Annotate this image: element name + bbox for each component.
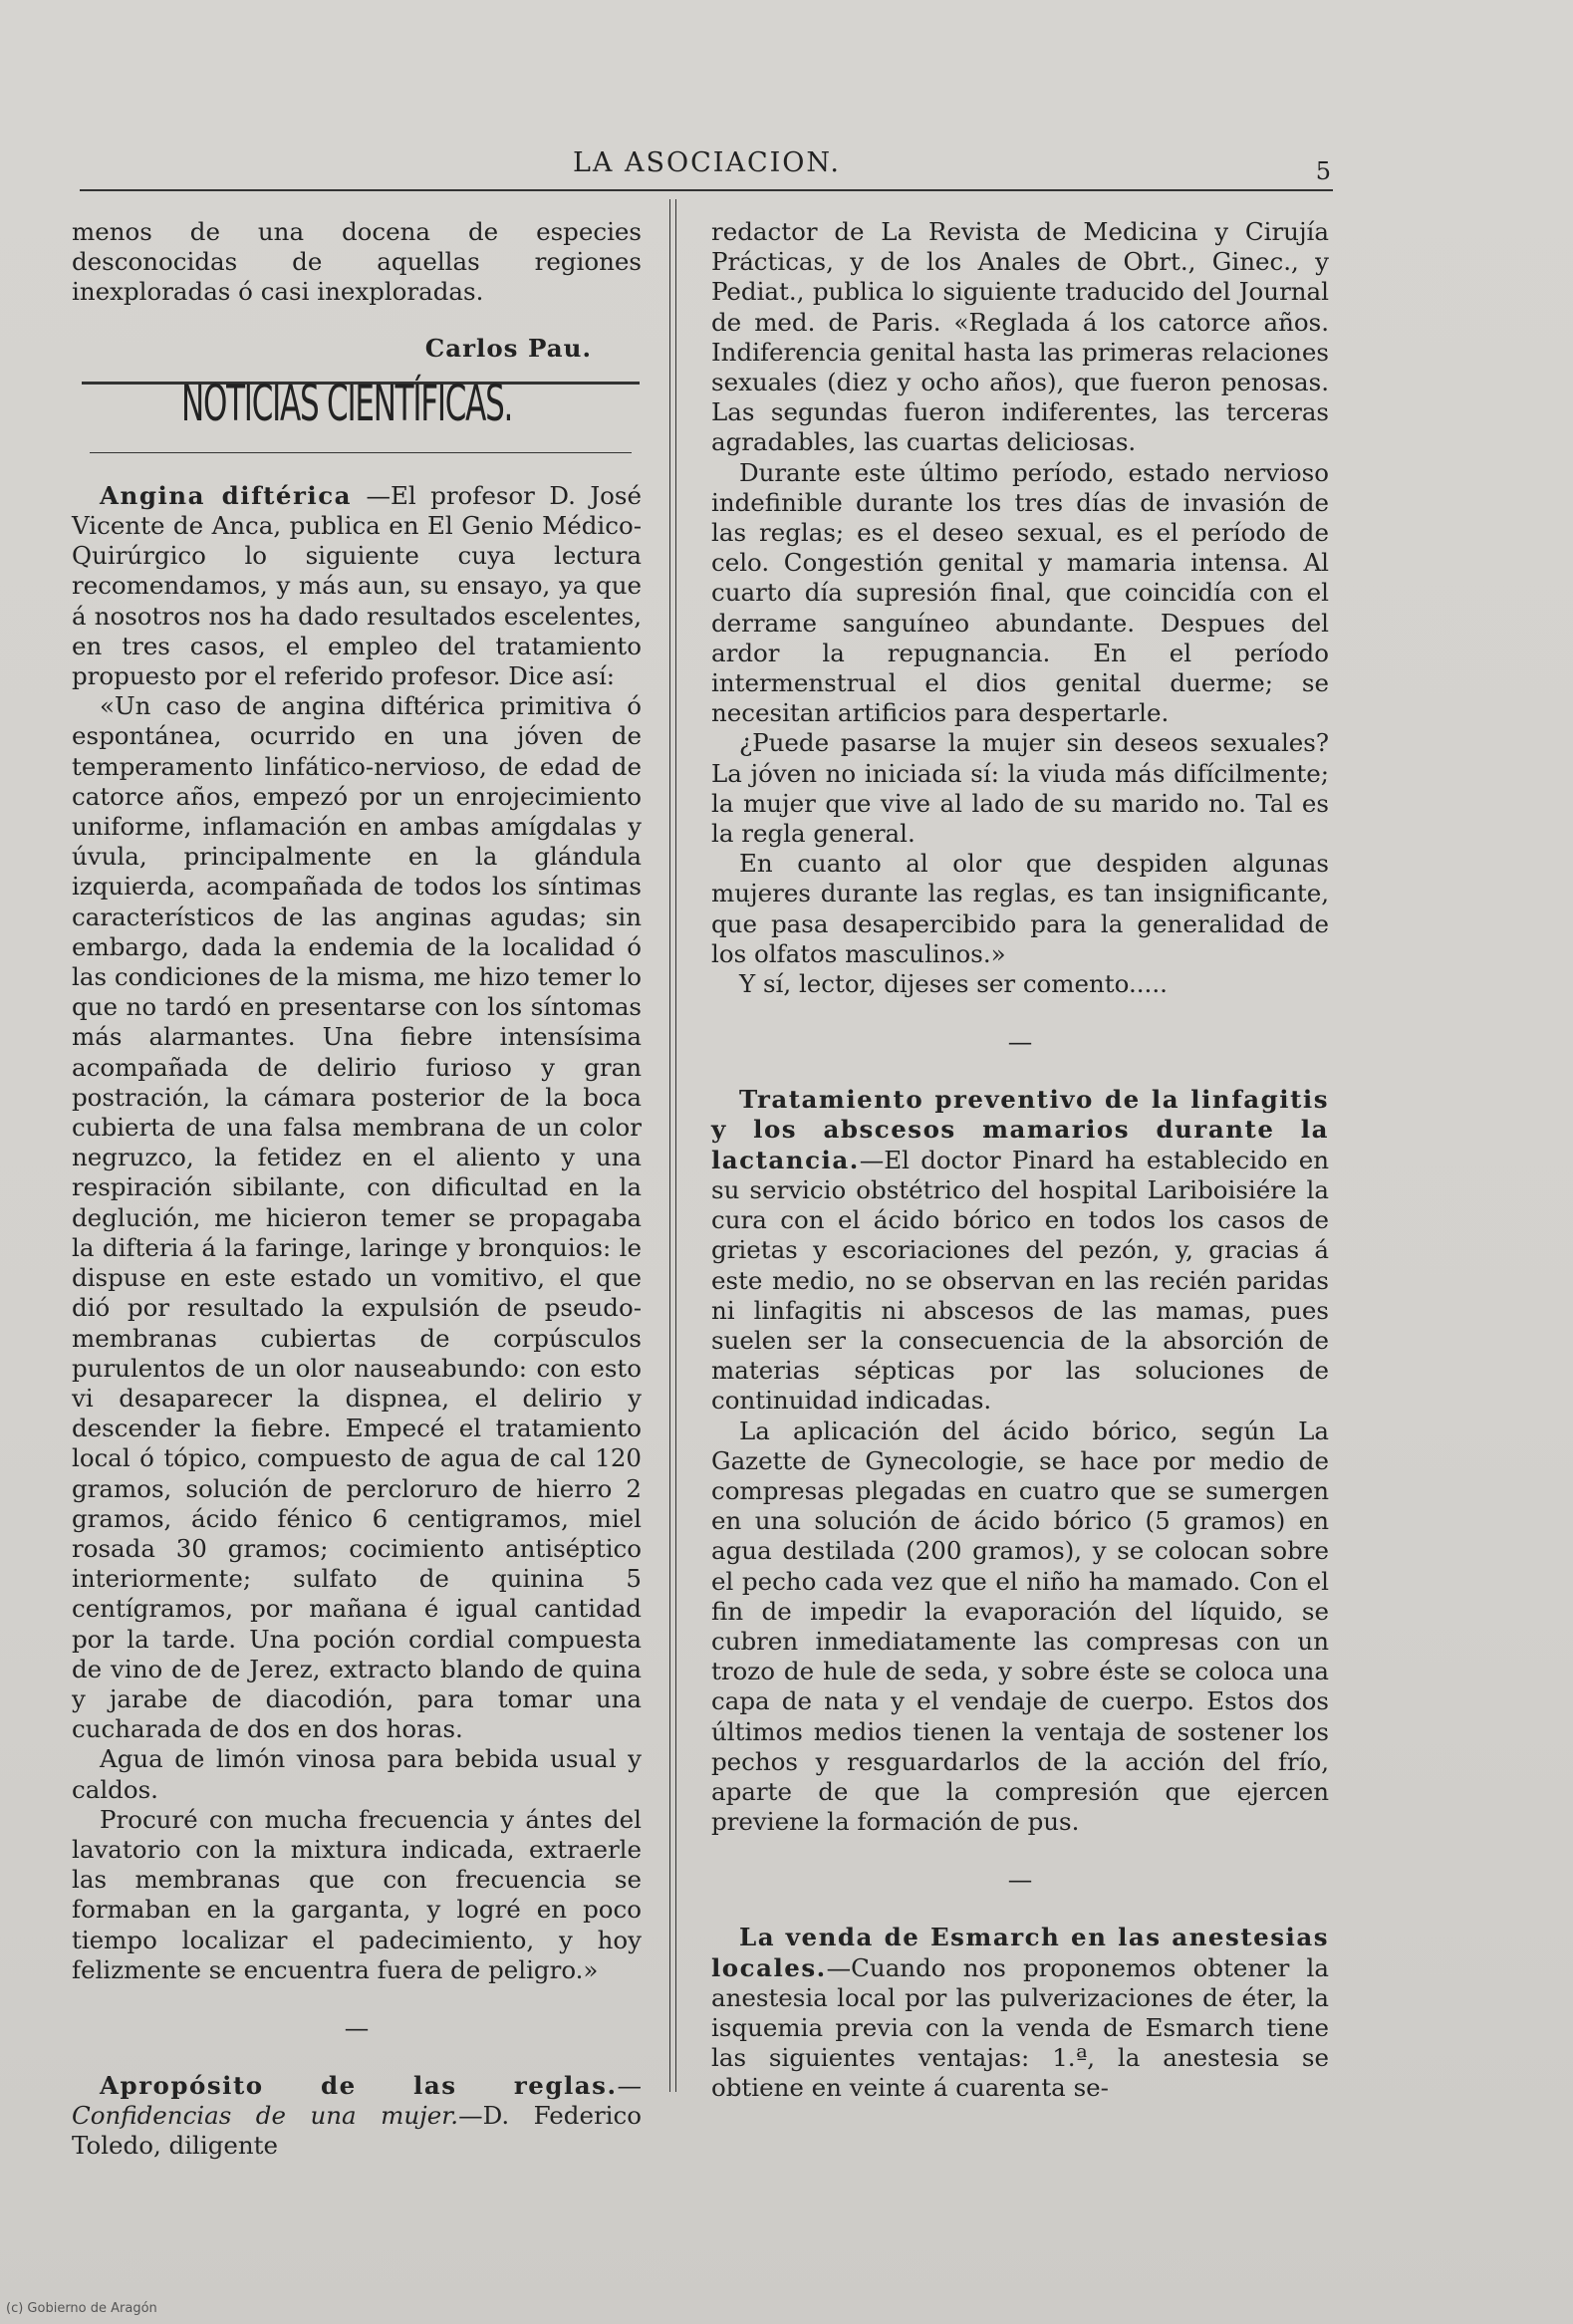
column-divider	[669, 199, 676, 2092]
angina-heading: Angina diftérica	[100, 480, 353, 510]
article-separator: —	[344, 2012, 370, 2042]
section-rule-bottom	[90, 452, 632, 453]
linfagitis-article	[711, 1085, 1329, 1416]
publication-title: LA ASOCIACION.	[573, 147, 841, 178]
continued-paragraph: menos de una docena de especies desconocidas de aquellas regiones inexploradas ó casi inexploradas.	[72, 217, 642, 307]
copyright-notice: (c) Gobierno de Aragón	[6, 2301, 157, 2316]
angina-quote-3: Procuré con mucha frecuencia y ántes del lavatorio con la mixtura indicada, extraerle las membranas que con frecuencia se formaban en la garganta, y logré en poco tiempo localizar el padecimiento, y hoy felizmente se encuentra fuera de peligro.»	[72, 1804, 642, 1984]
page-number: 5	[1315, 157, 1333, 185]
angina-article	[72, 481, 642, 691]
esmarch-text: —Cuando nos proponemos obtener la anestesia local por las pulverizaciones de éter, la isquemia previa con la venda de Esmarch tiene las siguientes ventajas: 1.ª, la anestesia se obtiene en veinte á cuarenta se-	[711, 1952, 1329, 2103]
angina-quote-1: «Un caso de angina diftérica primitiva ó espontánea, ocurrido en una jóven de temperamento linfático-nervioso, de edad de catorce años, empezó por un enrojecimiento uniforme, inflamación en ambas amígdalas y úvula, principalmente en la glándula izquierda, acompañada de todos los síntimas característicos de las anginas agudas; sin embargo, dada la endemia de la localidad ó las condiciones de la misma, me hizo temer lo que no tardó en presentarse con los síntomas más alarmantes. Una fiebre intensísima acompañada de delirio furioso y gran postración, la cámara posterior de la boca cubierta de una falsa membrana de un color negruzco, la fetidez en el aliento y una respiración sibilante, con dificultad en la deglución, me hicieron temer se propagaba la difteria á la faringe, laringe y bronquios: le dispuse en este estado un vomitivo, el que dió por resultado la expulsión de pseudo-membranas cubiertas de corpúsculos purulentos de un olor nauseabundo: con esto vi desaparecer la dispnea, el delirio y descender la fiebre. Empecé el tratamiento local ó tópico, compuesto de agua de cal 120 gramos, solución de percloruro de hierro 2 gramos, ácido fénico 6 centigramos, miel rosada 30 gramos; cocimiento antiséptico interiormente; sulfato de quinina 5 centígramos, por mañana é igual cantidad por la tarde. Una poción cordial compuesta de vino de de Jerez, extracto blando de quina y jarabe de diacodión, para tomar una cucharada de dos en dos horas.	[72, 691, 642, 1744]
reglas-subtitle: —Confidencias de una mujer.	[72, 2070, 642, 2131]
right-column	[711, 217, 1329, 2104]
reglas-article	[72, 2071, 642, 2162]
article-separator: —	[1007, 1027, 1033, 1057]
reglas-text: —D. Federico Toledo, diligente	[72, 2101, 642, 2161]
angina-quote-2: Agua de limón vinosa para bebida usual y caldos.	[72, 1744, 642, 1804]
reglas-paragraph-2: Durante este último período, estado nervioso indefinible durante los tres días de invasión de las reglas; es el deseo sexual, es el período de celo. Congestión genital y mamaria intensa. Al cuarto día supresión final, que coincidía con el derrame sanguíneo abundante. Despues del ardor la repugnancia. En el período intermenstrual el dios genital duerme; se necesitan artificios para despertarle.	[711, 457, 1329, 728]
reglas-heading: Apropósito de las reglas.	[100, 2070, 618, 2100]
esmarch-article	[711, 1923, 1329, 2103]
linfagitis-heading: Tratamiento preventivo de la linfagitis y los abscesos mamarios durante la lactancia.	[711, 1085, 1329, 1174]
left-column	[72, 217, 642, 2162]
header-rule	[80, 189, 1333, 191]
author-signature: Carlos Pau.	[424, 333, 592, 363]
article-separator: —	[1007, 1865, 1033, 1895]
angina-intro: —El profesor D. José Vicente de Anca, publica en El Genio Médico-Quirúrgico lo siguiente cuya lectura recomendamos, y más aun, su ensayo, ya que á nosotros nos ha dado resultados escelentes, en tres casos, el empleo del tratamiento propuesto por el referido profesor. Dice así:	[72, 480, 642, 691]
reglas-continued: redactor de La Revista de Medicina y Cirujía Prácticas, y de los Anales de Obrt., Ginec., y Pediat., publica lo siguiente traducido del Journal de med. de Paris. «Reglada á los catorce años. Indiferencia genital hasta las primeras relaciones sexuales (diez y ocho años), que fueron penosas. Las segundas fueron indiferentes, las terceras agradables, las cuartas deliciosas.	[711, 217, 1329, 457]
page-header	[80, 147, 1333, 187]
esmarch-heading: La venda de Esmarch en las anestesias locales.	[711, 1923, 1329, 1982]
reglas-paragraph-5: Y sí, lector, dijeses ser comento.....	[739, 969, 1168, 999]
reglas-paragraph-3: ¿Puede pasarse la mujer sin deseos sexuales? La jóven no iniciada sí: la viuda más difícilmente; la mujer que vive al lado de su marido no. Tal es la regla general.	[711, 728, 1329, 849]
linfagitis-paragraph-2: La aplicación del ácido bórico, según La Gazette de Gynecologie, se hace por medio de compresas plegadas en cuatro que se sumergen en una solución de ácido bórico (5 gramos) en agua destilada (200 gramos), y se colocan sobre el pecho cada vez que el niño ha mamado. Con el fin de impedir la evaporación del líquido, se cubren inmediatamente las compresas con un trozo de hule de seda, y sobre éste se coloca una capa de nata y el vendaje de cuerpo. Estos dos últimos medios tienen la ventaja de sostener los pechos y resguardarlos de la acción del frío, aparte de que la compresión que ejercen previene la formación de pus.	[711, 1416, 1329, 1837]
reglas-paragraph-4: En cuanto al olor que despiden algunas mujeres durante las reglas, es tan insignificante, que pasa desapercibido para la generalidad de los olfatos masculinos.»	[711, 849, 1329, 968]
section-title: NOTICIAS CIENTÍFICAS.	[181, 374, 513, 432]
linfagitis-text: —El doctor Pinard ha establecido en su servicio obstétrico del hospital Lariboisiére la cura con el ácido bórico en todos los casos de grietas y escoriaciones del pezón, y, gracias á este medio, no se observan en las recién paridas ni linfagitis ni abscesos de las mamas, pues suelen ser la consecuencia de la absorción de materias sépticas por las soluciones de continuidad indicadas.	[711, 1145, 1329, 1416]
